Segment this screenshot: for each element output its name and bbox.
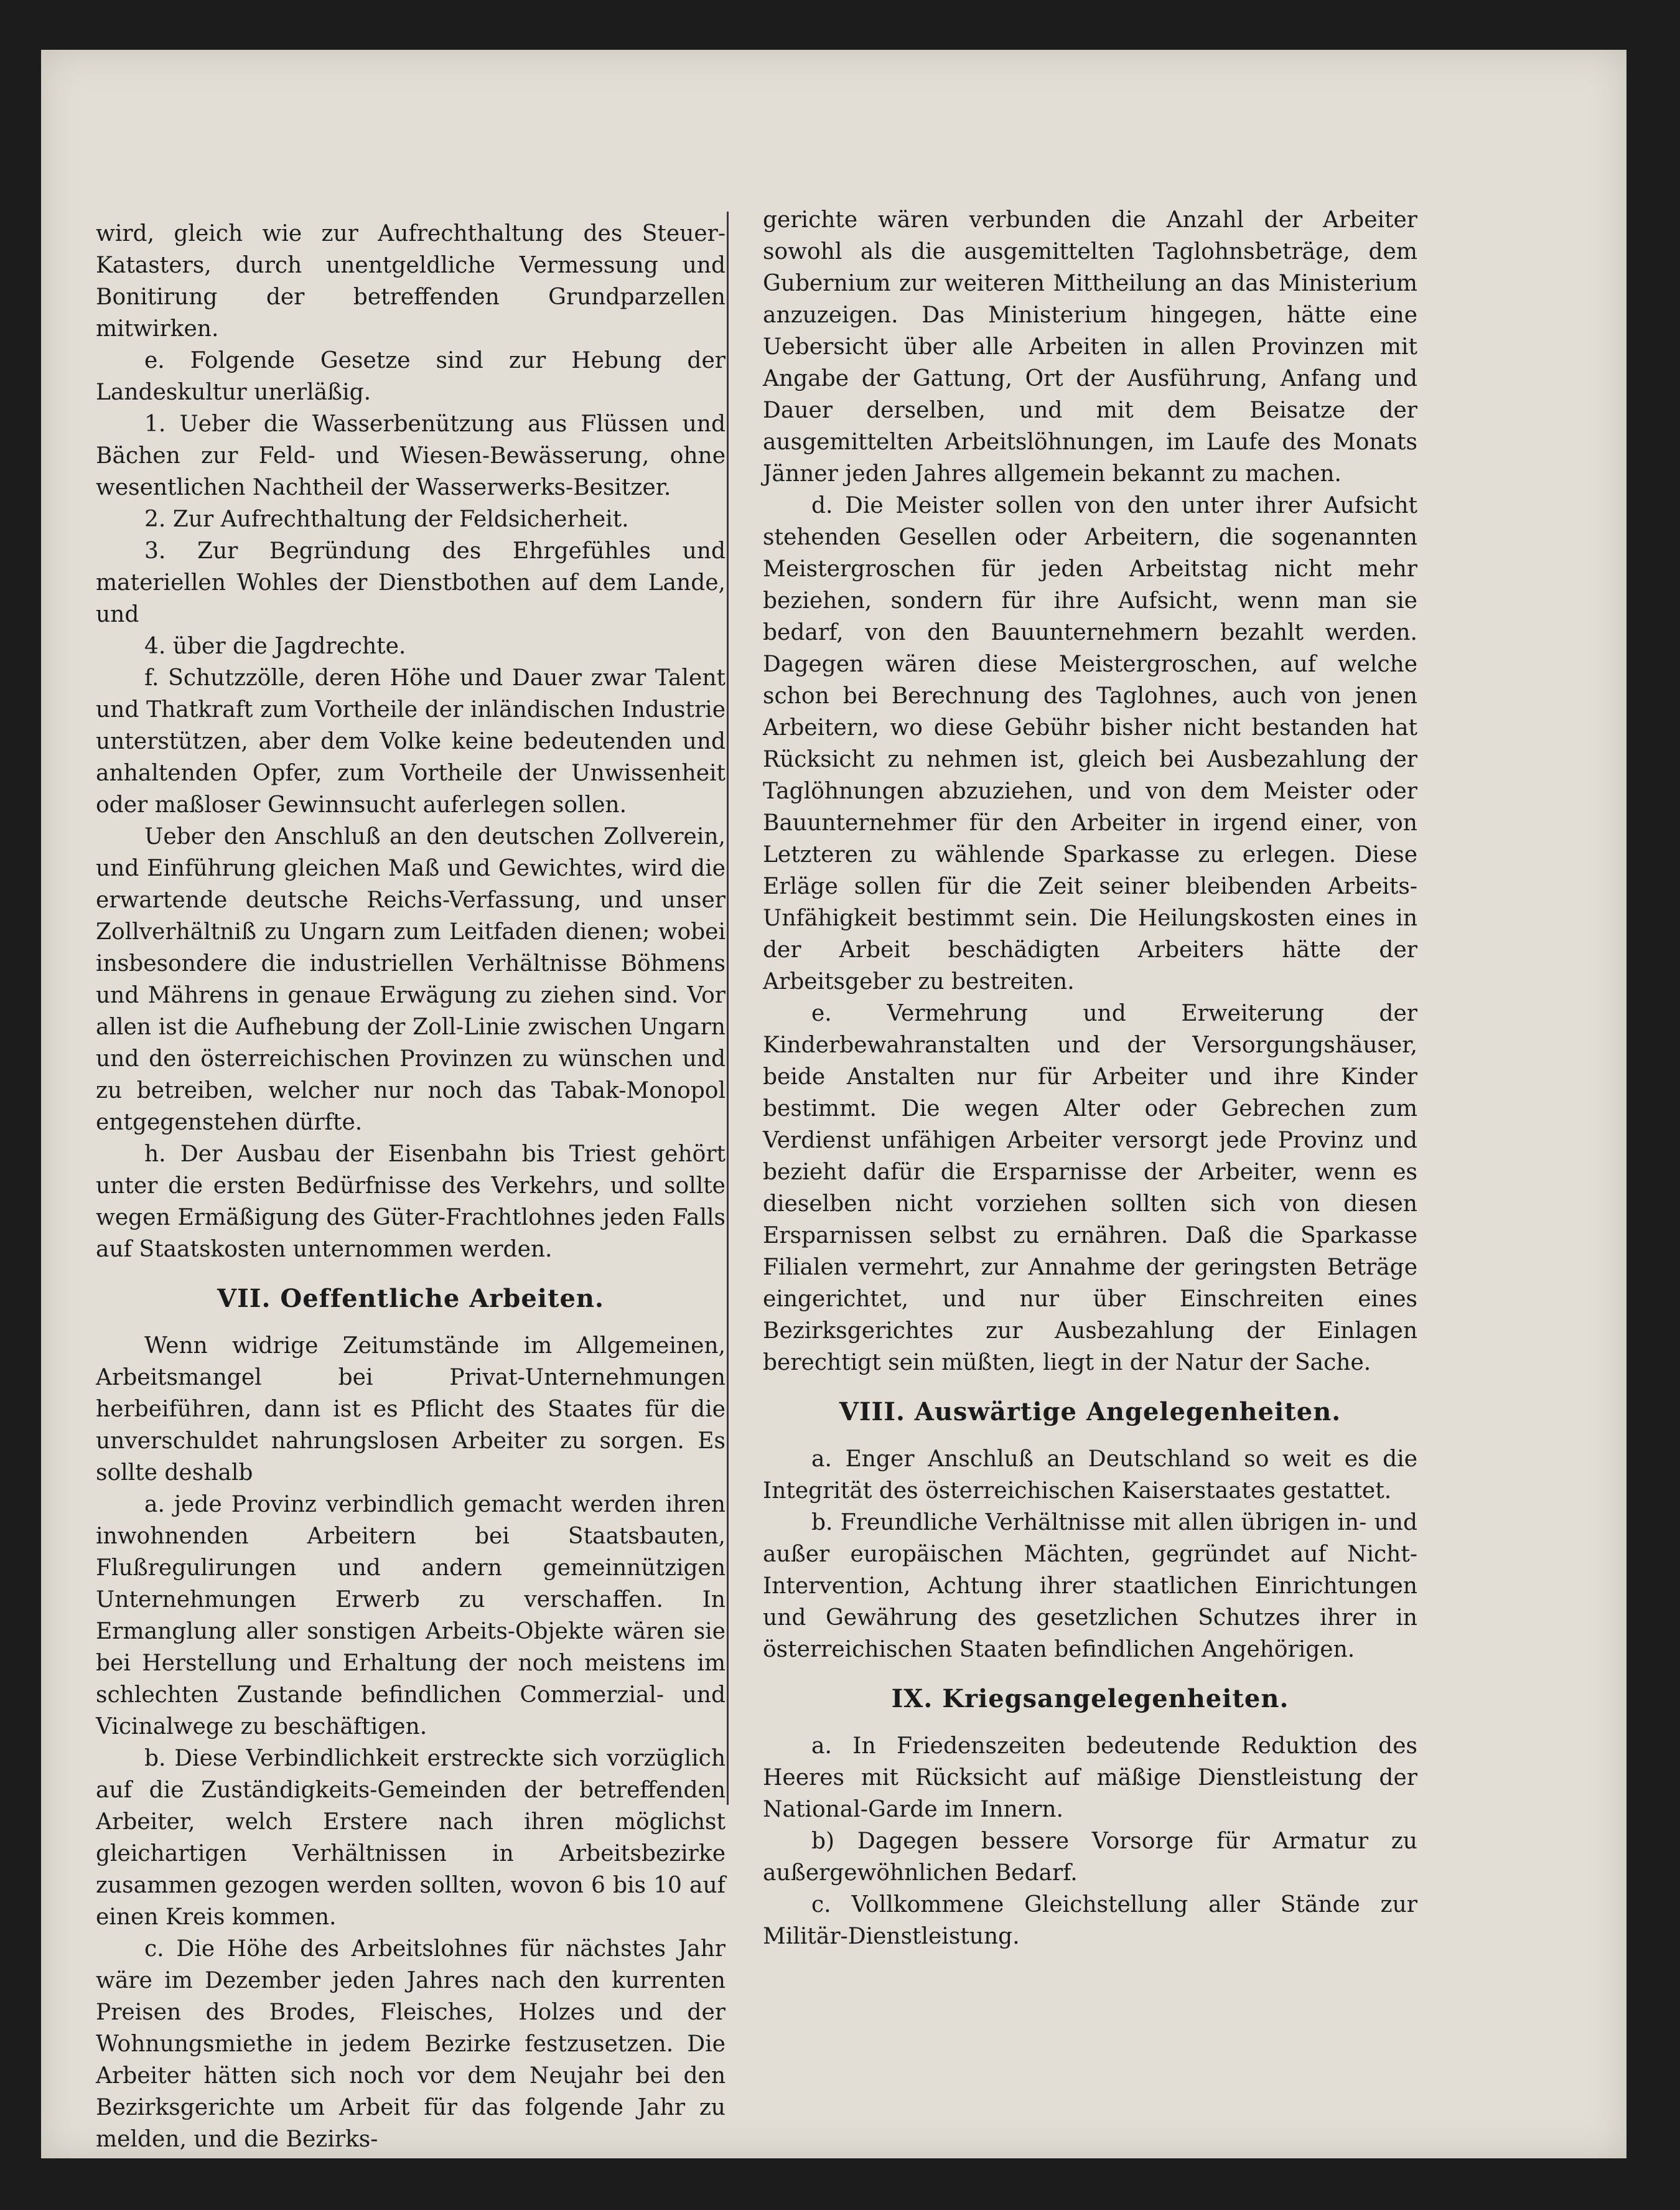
list-item: 3. Zur Begründung des Ehrgefühles und materiellen Wohles der Dienstbothen auf dem Lande, und — [96, 538, 726, 627]
paragraph: b. Diese Verbindlichkeit erstreckte sich vorzüglich auf die Zuständigkeits-Gemeinden der betreffenden Arbeiter, welch Erstere nach ihren möglichst gleichartigen Verhältnissen in Arbeitsbezirke zusammen gezogen werden sollten, wovon 6 bis 10 auf einen Kreis kommen. — [96, 1746, 726, 1930]
list-item: 1. Ueber die Wasserbenützung aus Flüssen und Bächen zur Feld- und Wiesen-Bewässerung, ohne wesentlichen Nachtheil der Wasserwerks-Besitzer. — [96, 411, 726, 500]
right-column — [763, 204, 1417, 1952]
paragraph: a. In Friedenszeiten bedeutende Reduktion des Heeres mit Rücksicht auf mäßige Dienstleistung der National-Garde im Innern. — [763, 1733, 1417, 1822]
paragraph: f. Schutzzölle, deren Höhe und Dauer zwar Talent und Thatkraft zum Vortheile der inländischen Industrie unterstützen, aber dem Volke keine bedeutenden und anhaltenden Opfer, zum Vortheile der Unwissenheit oder maßloser Gewinnsucht auferlegen sollen. — [96, 665, 726, 818]
paragraph: e. Vermehrung und Erweiterung der Kinderbewahranstalten und der Versorgungshäuser, beide Anstalten nur für Arbeiter und ihre Kinder bestimmt. Die wegen Alter oder Gebrechen zum Verdienst unfähigen Arbeiter versorgt jede Provinz und bezieht dafür die Ersparnisse der Arbeiter, wenn es dieselben nicht vorziehen sollten sich von diesen Ersparnissen selbst zu ernähren. Daß die Sparkasse Filialen vermehrt, zur Annahme der geringsten Beträge eingerichtet, und nur über Einschreiten eines Bezirksgerichtes zur Ausbezahlung der Einlagen berechtigt sein müßten, liegt in der Natur der Sache. — [763, 1001, 1417, 1375]
paragraph: a. Enger Anschluß an Deutschland so weit es die Integrität des österreichischen Kaiserstaates gestattet. — [763, 1446, 1417, 1504]
left-column — [96, 218, 726, 2155]
paragraph: h. Der Ausbau der Eisenbahn bis Triest gehört unter die ersten Bedürfnisse des Verkehrs, und sollte wegen Ermäßigung des Güter-Frachtlohnes jeden Falls auf Staatskosten unternommen werden. — [96, 1141, 726, 1262]
section-heading-vii: VII. Oeffentliche Arbeiten. — [217, 1284, 604, 1313]
paragraph: c. Vollkommene Gleichstellung aller Stände zur Militär-Dienstleistung. — [763, 1892, 1417, 1949]
document-page — [41, 50, 1626, 2158]
paragraph: b) Dagegen bessere Vorsorge für Armatur zu außergewöhnlichen Bedarf. — [763, 1828, 1417, 1886]
column-divider — [727, 212, 729, 1805]
paragraph: d. Die Meister sollen von den unter ihrer Aufsicht stehenden Gesellen oder Arbeitern, die sogenannten Meistergroschen für jeden Arbeitstag nicht mehr beziehen, sondern für ihre Aufsicht, wenn man sie bedarf, von den Bauunternehmern bezahlt werden. Dagegen wären diese Meistergroschen, auf welche schon bei Berechnung des Taglohnes, auch von jenen Arbeitern, wo diese Gebühr bisher nicht bestanden hat Rücksicht zu nehmen ist, gleich bei Ausbezahlung der Taglöhnungen abzuziehen, und von dem Meister oder Bauunternehmer für den Arbeiter in irgend einer, von Letzteren zu wählende Sparkasse zu erlegen. Diese Erläge sollen für die Zeit seiner bleibenden Arbeits-Unfähigkeit bestimmt sein. Die Heilungskosten eines in der Arbeit beschädigten Arbeiters hätte der Arbeitsgeber zu bestreiten. — [763, 493, 1417, 995]
list-item: 4. über die Jagdrechte. — [144, 634, 406, 659]
paragraph: a. jede Provinz verbindlich gemacht werden ihren inwohnenden Arbeitern bei Staatsbauten, Flußregulirungen und andern gemeinnützigen Unternehmungen Erwerb zu verschaffen. In Ermanglung aller sonstigen Arbeits-Objekte wären sie bei Herstellung und Erhaltung der noch meistens im schlechten Zustande befindlichen Commerzial- und Vicinalwege zu beschäftigen. — [96, 1492, 726, 1739]
section-heading-ix: IX. Kriegsangelegenheiten. — [891, 1684, 1289, 1713]
paragraph: e. Folgende Gesetze sind zur Hebung der Landeskultur unerläßig. — [96, 348, 726, 405]
paragraph: Ueber den Anschluß an den deutschen Zollverein, und Einführung gleichen Maß und Gewichtes, wird die erwartende deutsche Reichs-Verfassung, und unser Zollverhältniß zu Ungarn zum Leitfaden dienen; wobei insbesondere die industriellen Verhältnisse Böhmens und Mährens in genaue Erwägung zu ziehen sind. Vor allen ist die Aufhebung der Zoll-Linie zwischen Ungarn und den österreichischen Provinzen zu wünschen und zu betreiben, welcher nur noch das Tabak-Monopol entgegenstehen dürfte. — [96, 824, 726, 1135]
paragraph: gerichte wären verbunden die Anzahl der Arbeiter sowohl als die ausgemittelten Taglohnsbeträge, dem Gubernium zur weiteren Mittheilung an das Ministerium anzuzeigen. Das Ministerium hingegen, hätte eine Uebersicht über alle Arbeiten in allen Provinzen mit Angabe der Gattung, Ort der Ausführung, Anfang und Dauer derselben, und mit dem Beisatze der ausgemittelten Arbeitslöhnungen, im Laufe des Monats Jänner jeden Jahres allgemein bekannt zu machen. — [763, 207, 1417, 487]
paragraph: Wenn widrige Zeitumstände im Allgemeinen, Arbeitsmangel bei Privat-Unternehmungen herbeiführen, dann ist es Pflicht des Staates für die unverschuldet nahrungslosen Arbeiter zu sorgen. Es sollte deshalb — [96, 1333, 726, 1486]
paragraph: b. Freundliche Verhältnisse mit allen übrigen in- und außer europäischen Mächten, gegründet auf Nicht-Intervention, Achtung ihrer staatlichen Einrichtungen und Gewährung des gesetzlichen Schutzes ihrer in österreichischen Staaten befindlichen Angehörigen. — [763, 1510, 1417, 1662]
section-heading-viii: VIII. Auswärtige Angelegenheiten. — [839, 1397, 1342, 1426]
list-item: 2. Zur Aufrechthaltung der Feldsicherheit. — [144, 507, 629, 532]
paragraph: wird, gleich wie zur Aufrechthaltung des Steuer-Katasters, durch unentgeldliche Vermessung und Bonitirung der betreffenden Grundparzellen mitwirken. — [96, 221, 726, 342]
paragraph: c. Die Höhe des Arbeitslohnes für nächstes Jahr wäre im Dezember jeden Jahres nach den kurrenten Preisen des Brodes, Fleisches, Holzes und der Wohnungsmiethe in jedem Bezirke festzusetzen. Die Arbeiter hätten sich noch vor dem Neujahr bei den Bezirksgerichte um Arbeit für das folgende Jahr zu melden, und die Bezirks- — [96, 1936, 726, 2152]
